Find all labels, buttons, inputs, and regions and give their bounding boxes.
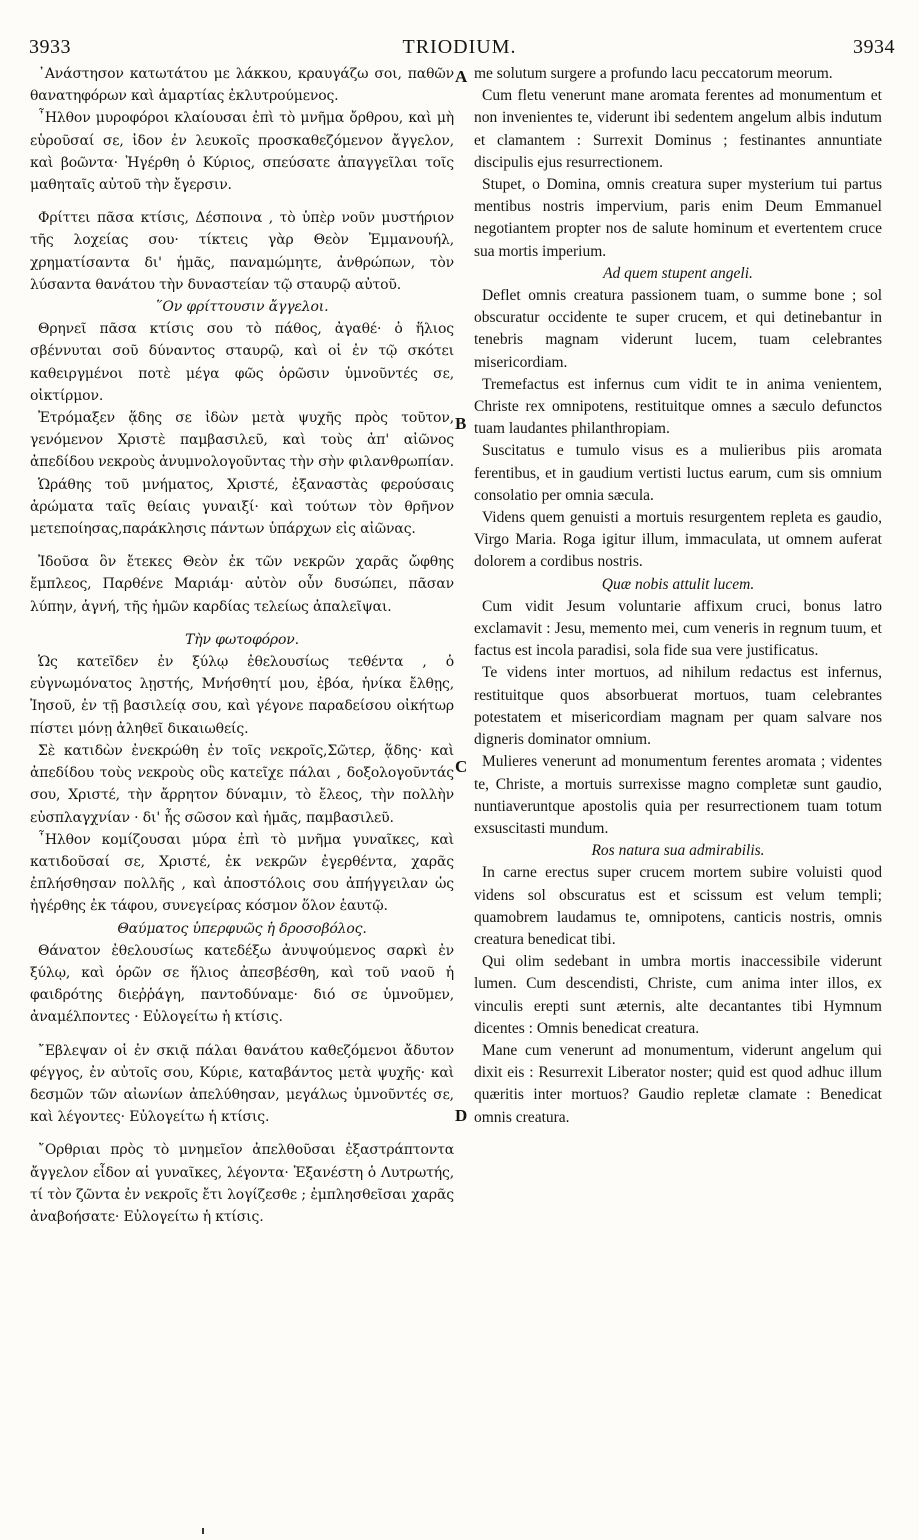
latin-paragraph: Suscitatus e tumulo visus es a mulieribus piis aromata ferentibus, et in gaudium vertisti luctus earum, cum sis omnium consolatio per omnia sæcula. xyxy=(474,442,882,504)
section-marker-d: D xyxy=(455,1106,468,1125)
greek-paragraph: Θρηνεῖ πᾶσα κτίσις σου τὸ πάθος, ἀγαθέ· ὁ ἥλιος σβέννυται σοῦ δύναντος σταυρῷ, καὶ οἱ ἐν τῷ σκότει καθειργμένοι ποτὲ μέγα φῶς ὁρῶσιν ὑμνοῦντές σε, οἰκτίρμον. xyxy=(30,321,454,404)
greek-paragraph: ῏Ηλθον μυροφόροι κλαίουσαι ἐπὶ τὸ μνῆμα ὄρθρου, καὶ μὴ εὑροῦσαί σε, ἰδον ἐν λευκοῖς προσκαθεζόμενον ἄγγελον, καὶ βοῶντα· Ἠγέρθη ὁ Κύριος, σπεύσατε ἀπαγγεῖλαι τοῖς μαθηταῖς αὐτοῦ τὴν ἔγερσιν. xyxy=(30,110,454,194)
latin-heading: Quæ nobis attulit lucem. xyxy=(601,575,755,593)
greek-paragraph: Σὲ κατιδὼν ἐνεκρώθη ἐν τοῖς νεκροῖς,Σῶτερ, ᾅδης· καὶ ἀπεδίδου τοὺς νεκροὺς οὓς κατεῖχε πάλαι , δοξολογοῦντάς σου, Χριστέ, τὴν ἄρρητον δύναμιν, τὸ ἔλεος, τὴν πολλὴν εὐσπλαγχνίαν · δι' ἧς σῶσον καὶ ἡμᾶς, παμβασιλεῦ. xyxy=(30,742,454,826)
greek-paragraph: Ὡς κατεῖδεν ἐν ξύλῳ ἐθελουσίως τεθέντα , ὁ εὐγνωμόνατος λῃστής, Μνήσθητί μου, ἐβόα, ἡνίκα ἔλθῃς, Ἰησοῦ, ἐν τῇ βασιλείᾳ σου, καὶ γέγονε παραδείσου οἰκήτωρ πίστει μόνῃ ἀληθεῖ δικαιωθείς. xyxy=(30,654,454,737)
latin-paragraph: me solutum surgere a profundo lacu peccatorum meorum. xyxy=(474,65,833,82)
greek-paragraph: ῎Εβλεψαν οἱ ἐν σκιᾷ πάλαι θανάτου καθεζόμενοι ἄδυτον φέγγος, ἐν αὐτοῖς σου, Κύριε, καταβάντος μετὰ ψυχῆς· καὶ δεσμῶν τῶν αἰωνίων ἀπελύθησαν, μεγάλως ὑμνοῦντές σε, καὶ λέγοντες· Εὐλογείτω ἡ κτίσις. xyxy=(30,1042,454,1126)
latin-paragraph: In carne erectus super crucem mortem subire voluisti quod videns sol obscuratus est et scissum est velum templi; quamobrem laudamus te, omnipotens, canticis nostris, omnis creatura benedicat tibi. xyxy=(474,864,882,948)
page-number-right: 3934 xyxy=(853,36,895,58)
greek-paragraph: Ἰδοῦσα ὃν ἔτεκες Θεὸν ἐκ τῶν νεκρῶν χαρᾶς ὤφθης ἔμπλεος, Παρθένε Μαριάμ· αὐτὸν οὖν δυσώπει, πᾶσαν λύπην, ἁγνή, τῆς ἡμῶν καρδίας τελείως ἀπαλεῖψαι. xyxy=(30,554,454,615)
greek-paragraph: ῏Ηλθον κομίζουσαι μύρα ἐπὶ τὸ μνῆμα γυναῖκες, καὶ κατιδοῦσαί σε, Χριστέ, ἐκ νεκρῶν ἐγερθέντα, χαρᾶς ἐπλήσθησαν πολλῆς , καὶ ἀποστόλοις σου ἀπήγγειλαν ὡς ἠγέρθης ἐκ τάφου, συνεγείρας κόσμον ὅλον ἑαυτῷ. xyxy=(30,831,454,915)
page-number-left: 3933 xyxy=(29,36,71,58)
latin-paragraph: Mulieres venerunt ad monumentum ferentes aromata ; videntes te, Christe, a mortuis surrexisse magno completæ sunt gaudio, nuntiaveruntque apostolis quia per resurrectionem tuam totum exsuscitasti mundum. xyxy=(474,753,882,837)
greek-paragraph: Θάνατον ἐθελουσίως κατεδέξω ἀνυψούμενος σαρκὶ ἐν ξύλῳ, καὶ ὁρῶν σε ἥλιος ἀπεσβέσθη, καὶ τοῦ ναοῦ ἡ φαιδρότης διεῤῥάγη, παντοδύναμε· διό σε ὑμνοῦμεν, ἀναμέλποντες · Εὐλογείτω ἡ κτίσις. xyxy=(30,942,454,1026)
greek-column xyxy=(30,63,454,1228)
latin-paragraph: Tremefactus est infernus cum vidit te in anima venientem, Christe rex omnipotens, restituitque omnes a sæculo defunctos tuam laudantes philanthropiam. xyxy=(474,375,882,438)
section-marker-c: C xyxy=(455,757,468,776)
greek-heading: Τὴν φωτοφόρον. xyxy=(185,631,299,648)
latin-paragraph: Stupet, o Domina, omnis creatura super mysterium tui partus mentibus nostris impervium, paris enim Deum Emmanuel negotiantem propter nos de salute hominum et evertentem cruce sua mortis imperium. xyxy=(474,176,882,260)
greek-paragraph: ᾿Ανάστησον κατωτάτου με λάκκου, κραυγάζω σοι, παθῶν θανατηφόρων καὶ ἁμαρτίας ἐκλυτρούμενος. xyxy=(30,66,454,105)
section-marker-a: A xyxy=(455,67,468,86)
latin-paragraph: Te videns inter mortuos, ad nihilum redactus est infernus, restituitque quos absorbuerat mortuos, tuam celebrantes potestatem et misericordiam magnam per quam salvare nos digneris dominator omnium. xyxy=(474,664,882,749)
latin-paragraph: Cum fletu venerunt mane aromata ferentes ad monumentum et non invenientes te, viderunt ibi sedentem angelum albis indutum et clamantem : Surrexit Dominus ; festinantes annuntiate discipulis ejus resurrectionem. xyxy=(474,87,882,171)
latin-paragraph: Videns quem genuisti a mortuis resurgentem repleta es gaudio, Virgo Maria. Roga igitur illum, immaculata, ut omnem auferat dolorem a cordibus nostris. xyxy=(474,509,882,571)
latin-column xyxy=(474,63,882,1129)
latin-paragraph: Cum vidit Jesum voluntarie affixum cruci, bonus latro exclamavit : Jesu, memento mei, cum veneris in regnum tuum, et factus est incola paradisi, sola fide sua vere justificatus. xyxy=(474,597,882,660)
section-marker-b: B xyxy=(455,414,467,433)
greek-paragraph: Ὡράθης τοῦ μνήματος, Χριστέ, ἐξαναστὰς φερούσαις ἀρώματα ταῖς θείαις γυναιξί· καὶ τούτων τὸν θρῆνον μετεποίησας,παράκλησις πάντων ὑπάρχων εἰς αἰῶνας. xyxy=(30,476,454,538)
page-header xyxy=(0,36,919,60)
greek-paragraph: Ἐτρόμαξεν ᾅδης σε ἰδὼν μετὰ ψυχῆς πρὸς τοῦτον, γενόμενον Χριστὲ παμβασιλεῦ, καὶ τοὺς ἀπ' αἰῶνος ἀπεδίδου νεκροὺς ἀνυμνολογοῦντας τὴν σὴν φιλανθρωπίαν. xyxy=(30,410,454,471)
latin-heading: Ad quem stupent angeli. xyxy=(603,264,753,282)
latin-paragraph: Qui olim sedebant in umbra mortis inaccessibile viderunt lumen. Cum descendisti, Christe, cum anima inter illos, ex vinculis erepti sunt æternis, alte decantantes tibi Hymnum dicentes : Omnis benedicat creatura. xyxy=(474,953,882,1037)
latin-paragraph: Deflet omnis creatura passionem tuam, o summe bone ; sol obscuratur occidente te super crucem, et qui detinebantur in tenebris magnam viderunt lucem, tuam celebrantes misericordiam. xyxy=(474,287,882,371)
running-title: TRIODIUM. xyxy=(402,36,517,58)
greek-paragraph: Φρίττει πᾶσα κτίσις, Δέσποινα , τὸ ὑπὲρ νοῦν μυστήριον τῆς λοχείας σου· τίκτεις γὰρ Θεὸν Ἐμμανουήλ, χρηματίσαντα δι' ἡμᾶς, παναμώμητε, ἀνθρώπων, τὸν λύσαντα θανάτου τὴν δυναστείαν τῷ σταυρῷ αὐτοῦ. xyxy=(30,210,454,293)
latin-paragraph: Mane cum venerunt ad monumentum, viderunt angelum qui dixit eis : Resurrexit Liberator noster; quid est quod adhuc illum quæritis inter mortuos? Gaudio repletæ clamate : Benedicat omnis creatura. xyxy=(474,1041,882,1126)
greek-heading: Θαύματος ὑπερφυῶς ἡ δροσοβόλος. xyxy=(117,920,367,937)
latin-heading: Ros natura sua admirabilis. xyxy=(591,842,765,860)
greek-heading: ῞Ον φρίττουσιν ἄγγελοι. xyxy=(155,299,329,316)
print-mark xyxy=(202,1528,204,1534)
greek-paragraph: ῎Ορθριαι πρὸς τὸ μνημεῖον ἀπελθοῦσαι ἐξαστράπτοντα ἄγγελον εἶδον αἱ γυναῖκες, λέγοντα· Ἐξανέστη ὁ Λυτρωτής, τί τὸν ζῶντα ἐν νεκροῖς ἔτι λογίζεσθε ; ἐμπλησθεῖσαι χαρᾶς ἀναβοήσατε· Εὐλογείτω ἡ κτίσις. xyxy=(30,1142,454,1225)
